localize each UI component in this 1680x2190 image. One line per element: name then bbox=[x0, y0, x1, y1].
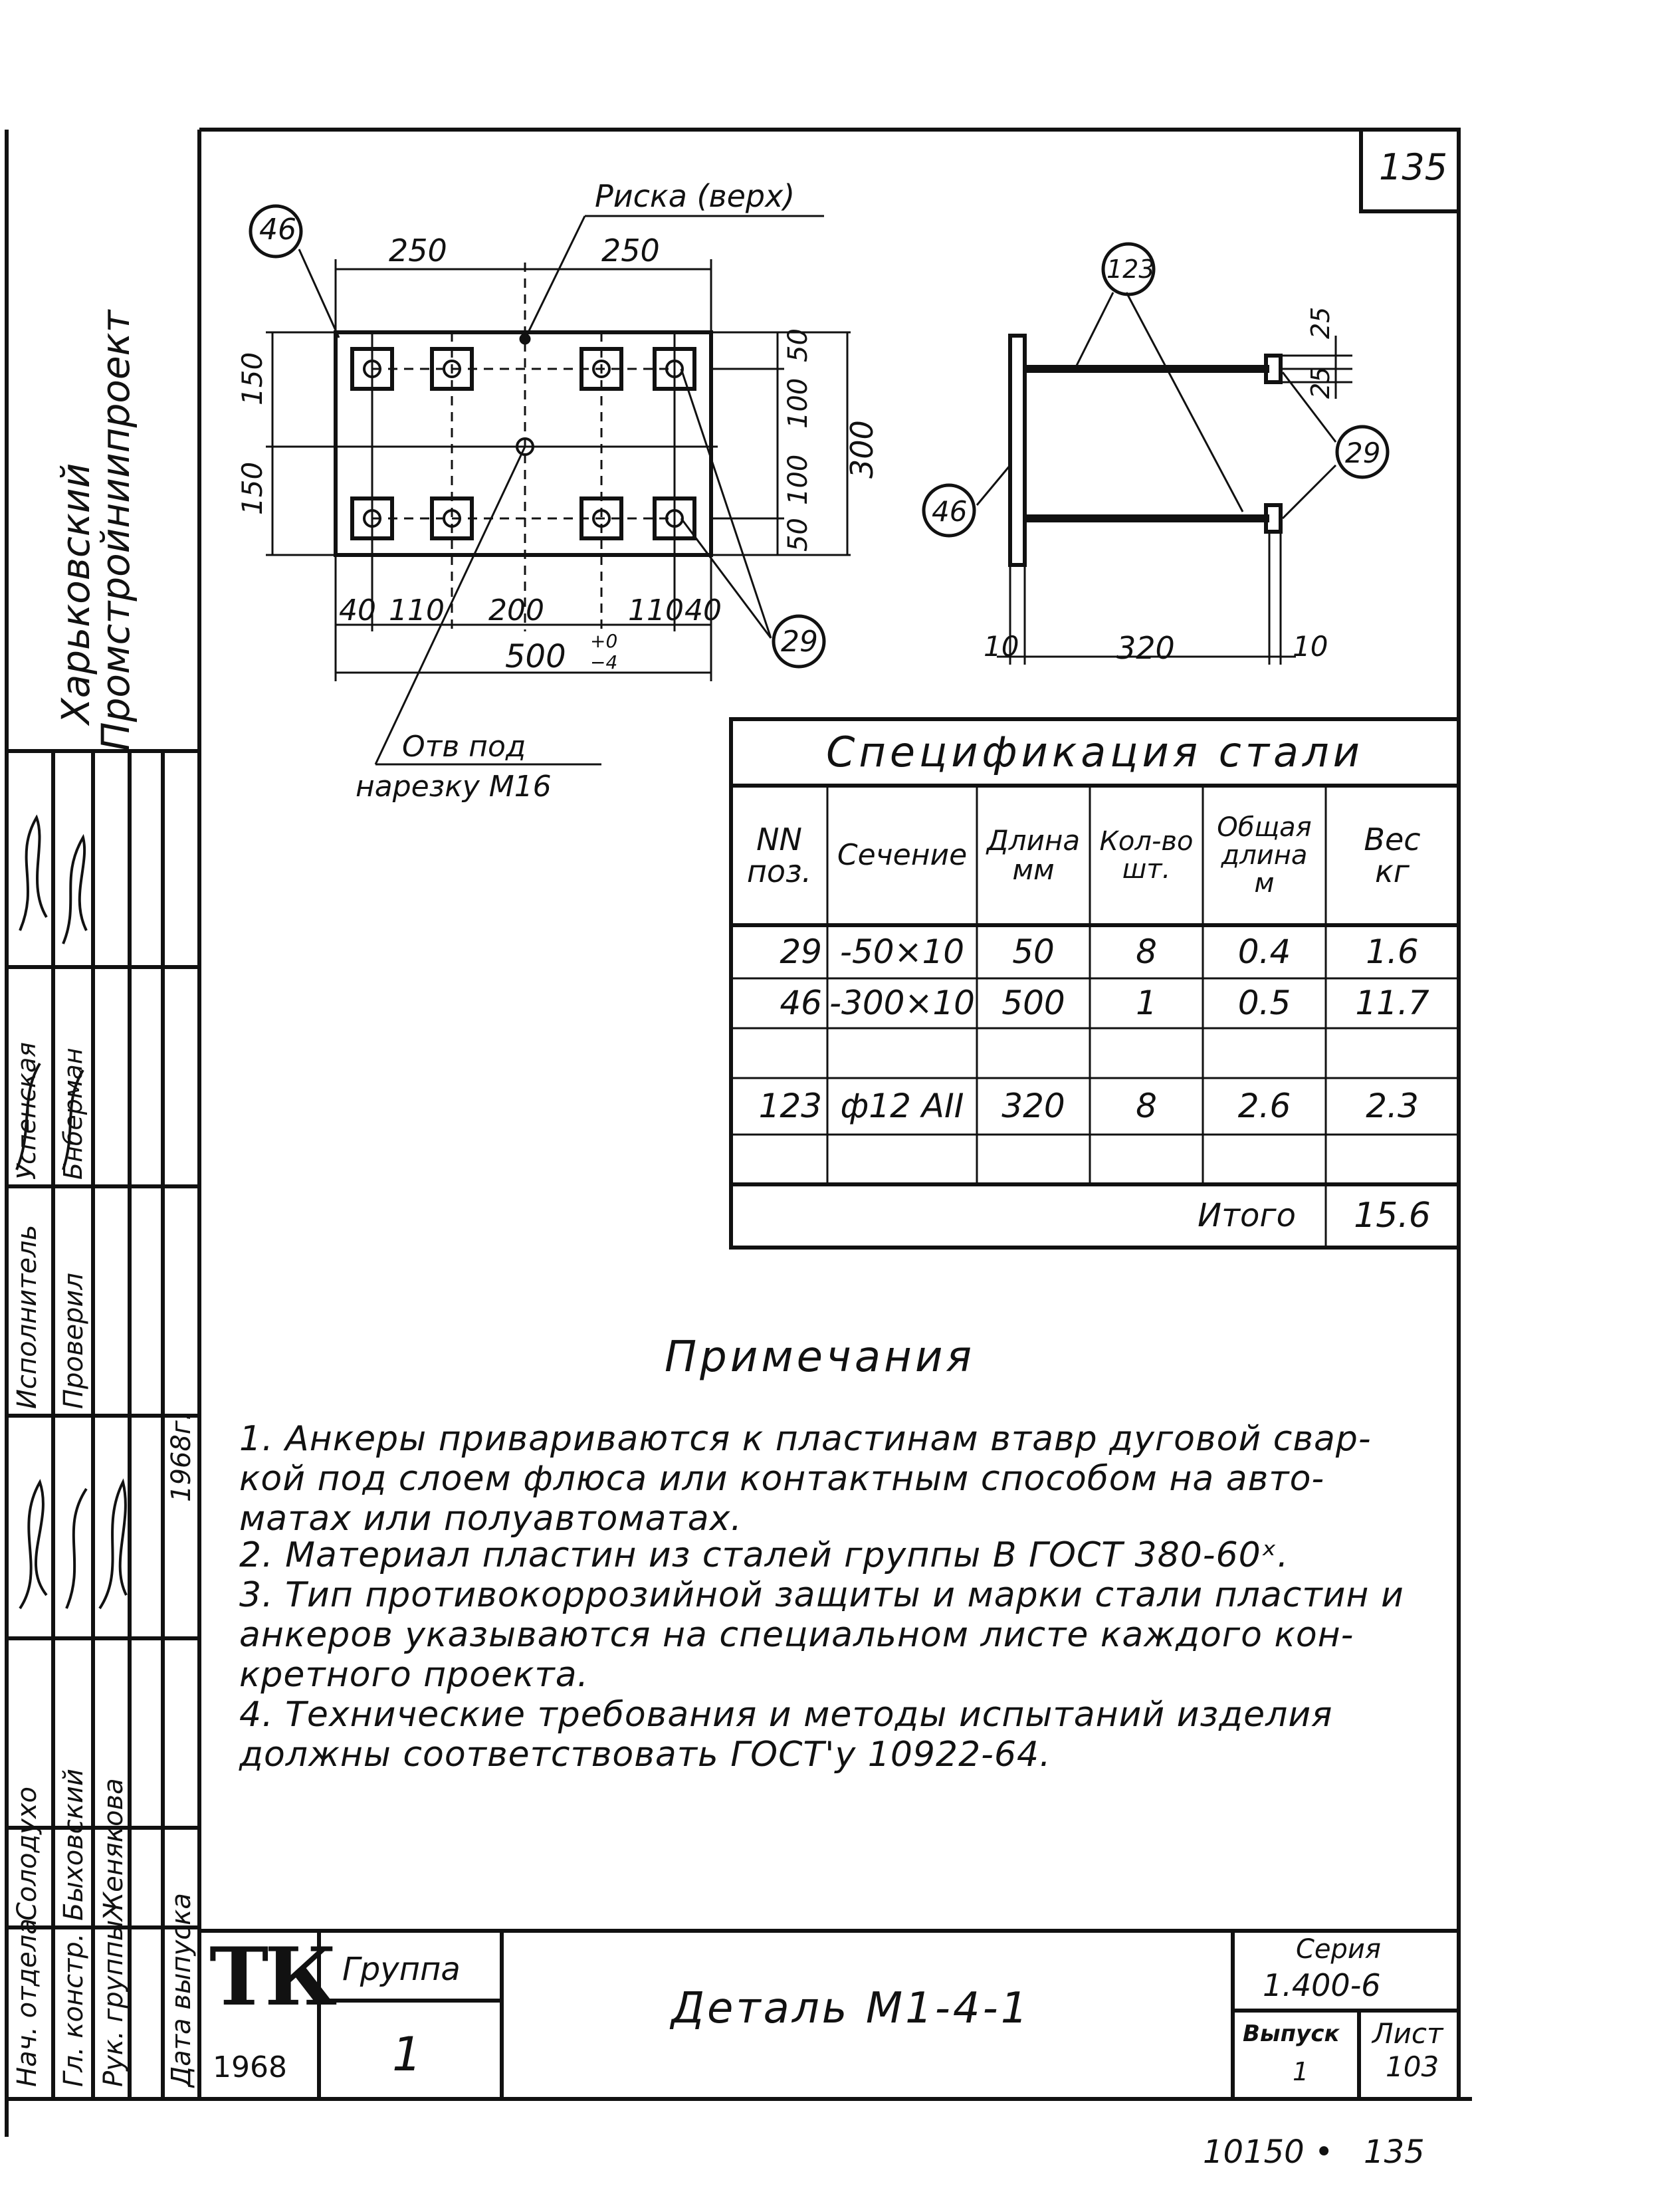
cell-section: -50×10 bbox=[839, 932, 965, 971]
dim-right-2: 100 bbox=[783, 378, 813, 429]
notes-title: Примечания bbox=[665, 1333, 975, 1382]
cell-qty: 1 bbox=[1136, 984, 1157, 1023]
header-weight: Вес кг bbox=[1364, 821, 1421, 889]
dim-tolerance-upper: +0 bbox=[590, 630, 618, 652]
issue-value: 1 bbox=[1293, 2057, 1309, 2086]
note-line: 3. Тип противокоррозийной защиты и марки стали пластин и bbox=[239, 1575, 1404, 1615]
logo: ТК bbox=[209, 1930, 334, 2024]
role-chief-designer: Гл. констр. bbox=[58, 1933, 89, 2087]
side-plate-callout-46: 46 bbox=[932, 495, 968, 528]
cell-length: 320 bbox=[1001, 1087, 1065, 1126]
dim-side-right: 10 bbox=[1293, 630, 1328, 663]
note-line: матах или полуавтоматах. bbox=[239, 1499, 742, 1539]
spec-table-title: Спецификация стали bbox=[826, 728, 1364, 777]
drawing-title: Деталь М1-4-1 bbox=[671, 1984, 1031, 2033]
group-value: 1 bbox=[392, 2027, 422, 2082]
cell-section bbox=[827, 1028, 977, 1078]
note-line: анкеров указываются на специальном листе каждого кон- bbox=[239, 1615, 1354, 1655]
cell-length: 500 bbox=[1001, 984, 1065, 1023]
cell-qty: 8 bbox=[1136, 1087, 1157, 1126]
hole-label-line1: Отв под bbox=[402, 730, 526, 764]
role-executor: Исполнитель bbox=[12, 1224, 43, 1409]
dim-right-1: 50 bbox=[783, 328, 813, 362]
dim-top-left: 250 bbox=[389, 233, 447, 269]
org-name-2: Промстройниипроект bbox=[93, 310, 138, 751]
total-label: Итого bbox=[1198, 1197, 1296, 1235]
bar-callout-123: 123 bbox=[1106, 255, 1155, 284]
cell-pos: 123 bbox=[758, 1087, 822, 1126]
name-chief-designer: Быховский bbox=[58, 1769, 89, 1921]
hole-label-line2: нарезку М16 bbox=[356, 770, 552, 804]
anchor-callout-29: 29 bbox=[781, 625, 818, 659]
dim-right-3: 100 bbox=[783, 454, 813, 505]
release-date-label: Дата выпуска bbox=[166, 1893, 197, 2087]
name-group-lead: Женякова bbox=[98, 1778, 129, 1921]
dim-right-total: 300 bbox=[844, 420, 880, 479]
cell-total-length: 2.6 bbox=[1237, 1087, 1291, 1126]
header-length: Длина мм bbox=[986, 823, 1081, 886]
name-checked: Бнберман bbox=[58, 1047, 88, 1180]
dim-bottom-1: 40 bbox=[339, 594, 376, 627]
cell-pos bbox=[731, 1028, 827, 1078]
dim-tolerance-lower: −4 bbox=[590, 651, 618, 673]
dim-right-4: 50 bbox=[783, 518, 813, 552]
note-line: 2. Материал пластин из сталей группы В ГОСТ 380-60ˣ. bbox=[239, 1535, 1289, 1575]
note-line: кой под слоем флюса или контактным способом на авто- bbox=[239, 1459, 1325, 1499]
role-head-of-dept: Нач. отдела bbox=[12, 1918, 43, 2087]
total-value: 15.6 bbox=[1354, 1196, 1431, 1236]
group-label: Группа bbox=[342, 1951, 461, 1988]
header-pos: NN поз. bbox=[746, 821, 812, 889]
dim-left-top: 150 bbox=[236, 352, 268, 405]
cell-pos: 46 bbox=[780, 984, 822, 1023]
logo-year: 1968 bbox=[213, 2050, 287, 2084]
note-line: 1. Анкеры привариваются к пластинам втавр дуговой свар- bbox=[239, 1419, 1372, 1459]
issue-label: Выпуск bbox=[1243, 2021, 1340, 2047]
dim-bottom-total: 500 bbox=[505, 638, 566, 675]
role-group-lead: Рук. группы bbox=[98, 1919, 129, 2087]
name-head-of-dept: Солодухо bbox=[12, 1787, 43, 1921]
note-line: должны соответствовать ГОСТ'у 10922-64. bbox=[239, 1735, 1051, 1775]
dim-bottom-3: 200 bbox=[488, 594, 544, 627]
dim-side-25b: 25 bbox=[1306, 366, 1335, 399]
mark-label: Риска (верх) bbox=[595, 178, 795, 214]
cell-pos bbox=[731, 1135, 827, 1184]
cell-weight: 1.6 bbox=[1366, 932, 1419, 971]
dim-top-right: 250 bbox=[601, 233, 660, 269]
cell-pos: 29 bbox=[780, 932, 822, 971]
cell-length: 50 bbox=[1012, 932, 1055, 971]
role-checked: Проверил bbox=[58, 1272, 89, 1409]
footer-code: 10150 • 135 bbox=[1203, 2134, 1425, 2171]
cell-section: -300×10 bbox=[829, 984, 975, 1023]
dim-left-bottom: 150 bbox=[236, 461, 268, 515]
dim-bottom-4: 110 bbox=[628, 594, 684, 627]
cell-total-length: 0.5 bbox=[1237, 984, 1291, 1023]
dim-side-length: 320 bbox=[1116, 630, 1175, 666]
note-line: кретного проекта. bbox=[239, 1655, 589, 1695]
org-name-1: Харьковский bbox=[53, 463, 98, 724]
sheet-value: 103 bbox=[1386, 2050, 1439, 2083]
cell-weight: 11.7 bbox=[1355, 984, 1429, 1023]
name-executor: Успенская bbox=[12, 1041, 41, 1180]
series-value: 1.400-6 bbox=[1263, 1967, 1381, 2003]
plate-callout-46: 46 bbox=[259, 213, 296, 247]
cell-total-length: 0.4 bbox=[1237, 932, 1291, 971]
dim-bottom-2: 110 bbox=[389, 594, 445, 627]
dim-side-25a: 25 bbox=[1306, 306, 1335, 339]
cell-qty: 8 bbox=[1136, 932, 1157, 971]
note-line: 4. Технические требования и методы испытаний изделия bbox=[239, 1695, 1333, 1735]
cell-weight: 2.3 bbox=[1366, 1087, 1419, 1126]
header-total-length: Общая длина м bbox=[1217, 812, 1312, 899]
header-section: Сечение bbox=[837, 837, 968, 872]
dim-side-left: 10 bbox=[984, 630, 1019, 663]
cell-section bbox=[827, 1135, 977, 1184]
series-label: Серия bbox=[1296, 1934, 1381, 1965]
sheet-label: Лист bbox=[1372, 2017, 1443, 2050]
release-year: 1968г. bbox=[166, 1412, 197, 1502]
header-qty: Кол-во шт. bbox=[1099, 826, 1194, 885]
dim-bottom-5: 40 bbox=[684, 594, 722, 627]
page-number: 135 bbox=[1379, 146, 1448, 188]
signatures bbox=[0, 0, 199, 2100]
cell-section: ф12 АII bbox=[840, 1087, 964, 1126]
side-anchor-callout-29: 29 bbox=[1345, 437, 1381, 469]
